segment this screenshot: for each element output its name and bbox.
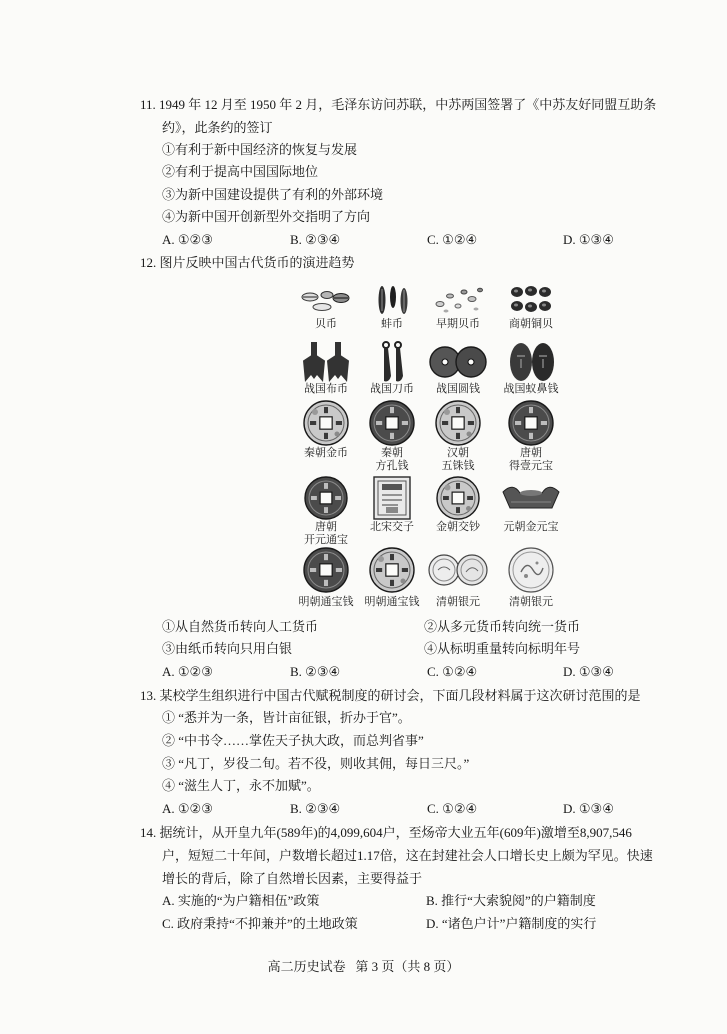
- coin-figure: [418, 282, 498, 330]
- coin-caption: 唐朝 开元通宝: [304, 521, 348, 546]
- q11-stem-line: 11. 1949 年 12 月至 1950 年 2 月，毛泽东访问苏联，中苏两国签署了《中苏友好同盟互助条: [140, 97, 657, 112]
- q12-choice-d: D. ①③④: [563, 664, 614, 679]
- page-footer: 高二历史试卷 第 3 页（共 8 页）: [267, 959, 460, 974]
- silver-dollar-pair-icon: [418, 546, 498, 594]
- q12-stem: 12. 图片反映中国古代货币的演进趋势: [140, 255, 355, 270]
- q11-choice-b: B. ②③④: [290, 232, 341, 247]
- coin-caption: 清朝银元: [509, 596, 553, 608]
- q13-item: ② “中书令……掌佐天子执大政，而总判省事”: [162, 733, 424, 748]
- coin-figure: [491, 475, 571, 533]
- coin-caption: 元朝金元宝: [503, 521, 559, 533]
- q13-stem: 13. 某校学生组织进行中国古代赋税制度的研讨会，下面几段材料属于这次研讨范围的是: [140, 688, 641, 703]
- q12-item: ④从标明重量转向标明年号: [424, 641, 581, 656]
- coin-caption: 明朝通宝钱: [298, 596, 354, 608]
- coin-caption: 汉朝 五铢钱: [441, 447, 475, 472]
- q14-choice-b: B. 推行“大索貌阅”的户籍制度: [426, 893, 596, 908]
- worn-square-hole-coin-icon: [418, 475, 498, 521]
- q11-item: ②有利于提高中国国际地位: [162, 164, 319, 179]
- coin-figure: [491, 398, 571, 472]
- q11-item: ④为新中国开创新型外交指明了方向: [162, 209, 371, 224]
- q14-stem-line: 14. 据统计，从开皇九年(589年)的4,099,604户，至炀帝大业五年(609年)激增至8,907,546: [140, 825, 632, 840]
- coin-figure: [418, 546, 498, 608]
- coin-figure: [418, 340, 498, 395]
- coin-caption: 金朝交钞: [436, 521, 480, 533]
- coin-figure: [491, 546, 571, 608]
- coin-caption: 蚌币: [381, 318, 403, 330]
- q12-item: ②从多元货币转向统一货币: [424, 619, 581, 634]
- q14-stem-line: 户，短短二十年间，户数增长超过1.17倍，这在封建社会人口增长史上颇为罕见。快速: [162, 848, 653, 863]
- q12-item: ③由纸币转向只用白银: [162, 641, 293, 656]
- q11-stem-line: 约》，此条约的签订: [162, 120, 273, 135]
- q11-item: ③为新中国建设提供了有利的外部环境: [162, 187, 384, 202]
- coin-figure-grid: [280, 278, 580, 623]
- q14-choice-d: D. “诸色户计”户籍制度的实行: [426, 916, 597, 931]
- q13-choice-a: A. ①②③: [162, 801, 213, 816]
- coin-caption: 清朝银元: [436, 596, 480, 608]
- coin-caption: 战国蚁鼻钱: [503, 383, 559, 395]
- coin-caption: 秦朝 方孔钱: [375, 447, 409, 472]
- q13-choice-b: B. ②③④: [290, 801, 341, 816]
- q11-item: ①有利于新中国经济的恢复与发展: [162, 142, 358, 157]
- worn-square-hole-coin-icon: [418, 398, 498, 448]
- q14-stem-line: 增长的背后，除了自然增长因素，主要得益于: [162, 871, 423, 886]
- silver-dollar-icon: [491, 546, 571, 594]
- coin-caption: 明朝通宝钱: [364, 596, 420, 608]
- coin-caption: 早期贝币: [436, 318, 480, 330]
- ant-nose-coin-icon: [491, 340, 571, 384]
- coin-caption: 北宋交子: [370, 521, 414, 533]
- q13-choice-d: D. ①③④: [563, 801, 614, 816]
- q13-item: ④ “滋生人丁，永不加赋”。: [162, 778, 320, 793]
- q14-choice-c: C. 政府秉持“不抑兼并”的土地政策: [162, 916, 358, 931]
- q12-choice-a: A. ①②③: [162, 664, 213, 679]
- q12-choice-b: B. ②③④: [290, 664, 341, 679]
- coin-caption: 战国布币: [304, 383, 348, 395]
- coin-caption: 贝币: [315, 318, 337, 330]
- coin-figure: [418, 475, 498, 533]
- q14-choice-a: A. 实施的“为户籍相伍”政策: [162, 893, 320, 908]
- q11-choice-a: A. ①②③: [162, 232, 213, 247]
- coin-caption: 商朝铜贝: [509, 318, 553, 330]
- coin-caption: 战国圆钱: [436, 383, 480, 395]
- coin-figure: [418, 398, 498, 472]
- coin-caption: 唐朝 得壹元宝: [509, 447, 553, 472]
- q11-choice-d: D. ①③④: [563, 232, 614, 247]
- q11-choice-c: C. ①②④: [427, 232, 478, 247]
- coin-figure: [491, 282, 571, 330]
- q13-item: ① “悉并为一条，皆计亩征银，折办于官”。: [162, 710, 411, 725]
- coin-caption: 战国刀币: [370, 383, 414, 395]
- round-hole-coin-icon: [418, 340, 498, 384]
- bronze-shell-coin-icon: [491, 282, 571, 318]
- coin-figure: [491, 340, 571, 395]
- gold-ingot-icon: [491, 475, 571, 521]
- q13-choice-c: C. ①②④: [427, 801, 478, 816]
- q13-item: ③ “凡丁，岁役二旬。若不役，则收其佣，每日三尺。”: [162, 756, 470, 771]
- square-hole-coin-icon: [491, 398, 571, 448]
- coin-caption: 秦朝金币: [304, 447, 348, 459]
- q12-item: ①从自然货币转向人工货币: [162, 619, 319, 634]
- early-shell-coin-icon: [418, 282, 498, 318]
- q12-choice-c: C. ①②④: [427, 664, 478, 679]
